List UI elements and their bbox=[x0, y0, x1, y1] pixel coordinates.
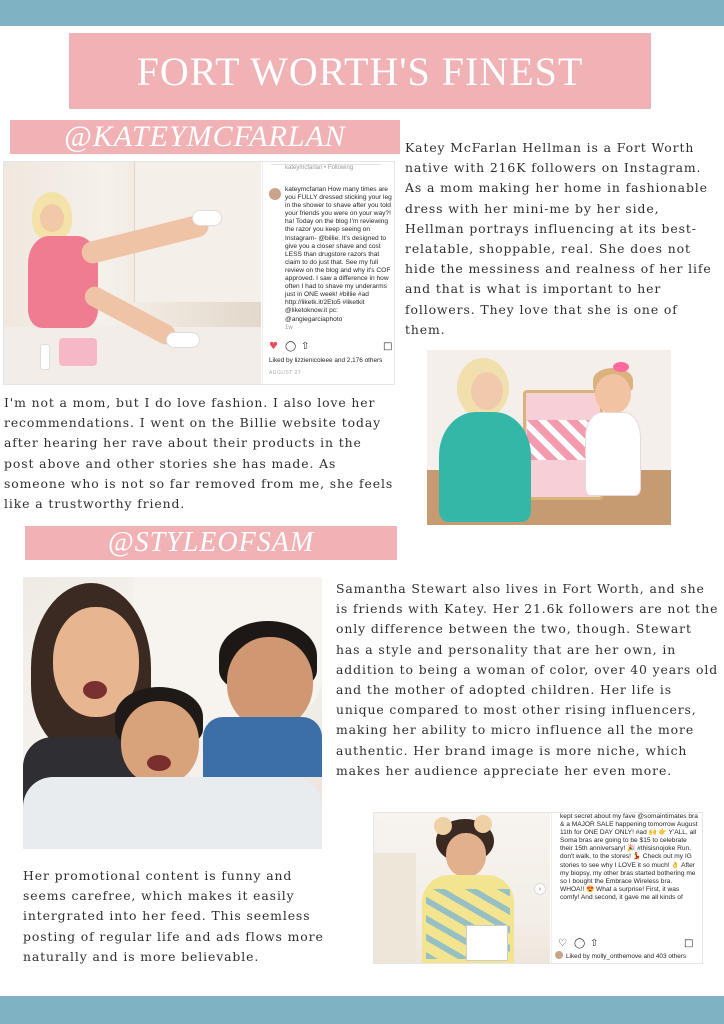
katey-daughter-photo bbox=[427, 350, 671, 525]
sam-post-caption: kept secret about my fave @somaintimates bra & a MAJOR SALE happening tomorrow August 11th for ONE DAY ONLY! #ad 🙌 👉 Y'ALL, all Soma bras are going to be $15 to celebrate their 15th anniversary! 🎉 #thisisnojoke Run, don't walk, to the stores! 💃 Check out my IG stories to see why I LOVE it so much! 👌 After my biopsy, my other bras started bothering me so I bought the Embrace Wireless bra. WHOA!! 😍 What a surprise! First, it was comfy! And second, it gave me all kinds of bbox=[560, 813, 698, 901]
katey-post-caption: kateymcfarlan How many times are you FULLY dressed sticking your leg in the shower to shave after you told your friends you were on your way?! ha! Today on the blog I'm reviewing the razor you keep seeing on Instagram- @billie. It's designed to give you a closer shave and cost LESS than drugstore razors that claim to do just that. See my full review on the blog and why it's COF approved. I saw a difference in how often I had to shave my underarms just in ONE week! #billie #ad http://liketk.it/2Eto5 #liketkit @liketoknow.it pc: @angiegarciaphoto bbox=[285, 186, 392, 323]
katey-intro-paragraph: Katey McFarlan Hellman is a Fort Worth native with 216K followers on Instagram. As a mom making her home in fashionable dress with her mini-me by her side, Hellman portrays influencing at its best-relatable, shoppable, real. She does not hide the messiness and realness of her life and that is what is important to her followers. They love that she is one of them. bbox=[405, 140, 712, 337]
comment-icon: ◯ bbox=[285, 341, 297, 352]
sam-post-actions bbox=[558, 937, 698, 951]
sam-intro-paragraph: Samantha Stewart also lives in Fort Worth, and she is friends with Katey. Her 21.6k followers are not the only difference between the two, though. Stewart has a style and personality that are her own, in addition to being a woman of color, over 40 years old and the mother of adopted children. Her life is unique compared to most other rising influencers, making her ability to micro influence all the more authentic. Her brand image is more niche, which makes her audience appreciate her even more. bbox=[336, 581, 719, 778]
heart-icon: ♡ bbox=[558, 938, 567, 949]
katey-post-date: AUGUST 27 bbox=[269, 370, 302, 376]
sam-post-photo bbox=[374, 813, 550, 964]
katey-post-photo bbox=[4, 162, 261, 385]
sam-instagram-post bbox=[373, 812, 703, 964]
top-band bbox=[0, 0, 724, 26]
heart-icon: ♥ bbox=[269, 341, 278, 352]
avatar bbox=[555, 951, 563, 959]
katey-handle: @KATEYMCFARLAN bbox=[64, 120, 346, 153]
avatar bbox=[269, 188, 281, 200]
katey-handle-banner bbox=[10, 120, 400, 154]
sam-post-likes: Liked by molly_onthemove and 403 others bbox=[566, 953, 687, 960]
author-opinion-paragraph: I'm not a mom, but I do love fashion. I also love her recommendations. I went on the Billie website today after hearing her rave about their products in the post above and other stories she has made. As someone who is not so far removed from me, she feels like a trustworthy friend. bbox=[4, 395, 394, 512]
bottom-band bbox=[0, 996, 724, 1024]
katey-instagram-post bbox=[3, 161, 395, 385]
sam-family-photo bbox=[23, 577, 322, 849]
sam-post-sidebar bbox=[551, 813, 703, 964]
katey-post-header: kateymcfarlan • Following bbox=[285, 165, 354, 171]
katey-post-likes: Liked by lizzienicoleee and 2,176 others bbox=[269, 357, 383, 364]
page-title: FORT WORTH'S FINEST bbox=[136, 48, 584, 94]
chevron-right-icon[interactable]: › bbox=[534, 883, 546, 895]
page-title-banner bbox=[69, 33, 651, 109]
bookmark-icon: □ bbox=[383, 341, 393, 352]
bookmark-icon: □ bbox=[684, 938, 694, 949]
share-icon: ⇧ bbox=[590, 938, 599, 949]
sam-handle-banner bbox=[25, 526, 397, 560]
katey-post-time: 1w bbox=[285, 325, 293, 331]
share-icon: ⇧ bbox=[301, 341, 310, 352]
sam-handle: @STYLEOFSAM bbox=[107, 527, 315, 558]
katey-post-actions bbox=[269, 340, 393, 354]
comment-icon: ◯ bbox=[574, 938, 586, 949]
sam-promo-paragraph: Her promotional content is funny and seems carefree, which makes it easily intergrated into her feed. This seemless posting of regular life and ads flows more naturally and is more believable. bbox=[23, 868, 324, 964]
katey-post-sidebar bbox=[262, 162, 395, 385]
